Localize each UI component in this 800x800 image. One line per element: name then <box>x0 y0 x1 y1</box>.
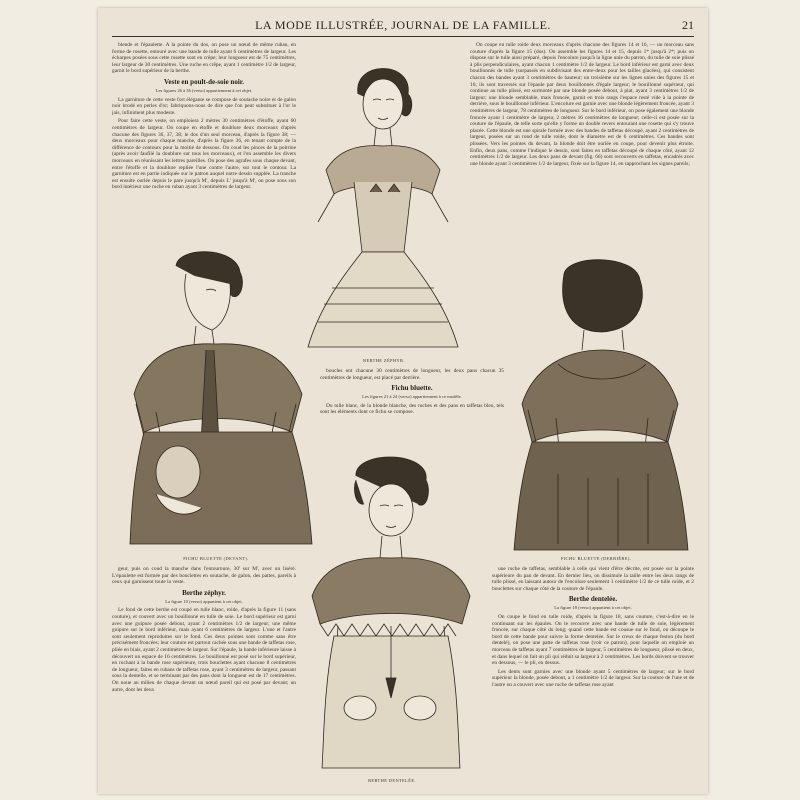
section-subheading: La figure 18 (verso) appartient à cet objet. <box>554 605 632 611</box>
plate-caption-bottom: BERTHE DENTELÉE. <box>368 778 416 783</box>
paragraph: Le fond de cette berthe est coupé en tulle blanc, roide, d'après la figure 11 (sans couture), et couvert avec un bouillonné en tulle de soie. Le bord supérieur est garni avec une guipure posée debout, ayant 2 centimètres 1/2 de largeur; une même guipure sur le bord inférieur, mais ayant 6 centimètres de largeur. L'une et l'autre sont seulement reproduites sur le fond. Ces deux pointes sont comme sans être précisément froncées; leur couture est partout cachée sous une bande de taffetas rose, pliée en biais, ayant 2 centimètres de largeur. Sur l'épaule, la bande inférieure laisse à découvert un espace de 16 centimètres. Le bouillonné est posé sur le bord supérieur, en ruchant à la bande rose supérieure, trois bouclettes ayant chacune 8 centimètres de longueur, faites en rubans de taffetas rose, ayant 3 centimètres de largeur, passant sous la dentelle, et se terminant par des pans dont la longueur est de 17 centimètres. On noue au milieu de chaque devant un nœud pareil qui est posé par devant; un autre, dont les deux <box>112 607 296 693</box>
plate-caption-left: FICHU BLUETTE (DEVANT). <box>183 556 249 561</box>
paragraph: Les dents sont garnies avec une blonde ayant 5 centimètres de largeur; sur le bord supérieur la blonde, posée debout, a 1 centimètre 1/2 de largeur. Sur la couture de l'une et de l'autre on a couvert avec une ruche de taffetas rose ayant <box>492 668 694 688</box>
paragraph: On coupe en tulle roide deux morceaux d'après chacune des figures 14 et 16, — un morceau sans couture d'après la figure 15 (dos). On assemble les figures 14 et 15, depuis 1* jusqu'à 2*; puis on dispose sur le tulle ainsi préparé, depuis l'encolure jusqu'à la ligne unie du patron, du tulle de soie plissé à plis perpendiculaires, ayant chacun 1 centimètre 1/2 de largeur. Le bord inférieur est garni avec deux bouillonnés de tulle (surpassés en subdivisant des entre-deux pour les tailles glacées), qui consistent chacun des bandes ayant 3 centimètres de hauteur; un troisième sur les lignes unies des figures 15 et 16; ils sont traversés sur l'épaule par deux bouillonnés d'égale largeur; le bouillonné supérieur, qui continue au tulle plissé, est surmonté par une blonde posée debout, à plat, ayant 3 centimètres 1/2 de largeur; une blonde semblable, mais froncée, garnit en trois rangs l'espace resté vide à la pointe de derrière, sous le bouillonné inférieur. L'encolure est garnie avec une blonde légèrement froncée, ayant 3 centimètres de largeur, 78 centimètres de longueur. Sur le bord inférieur, on pose également une blonde froncée ayant 1 centimètre de largeur, 2 mètres 16 centimètres de longueur; celle-ci est posée sur la couture de l'épaule, de telle sorte qu'elle y forme un double revers entourant une rosette qui s'y trouve placée. Cette blonde est une spirale formée avec des bandes de taffetas découpé, ayant 2 centimètres de largeur, posées sur un rond de tulle roide, dont le diamètre est de 6 centimètres. Ces bandes sont plissées. Vers les pointes du devant, la blonde doit être ourlée en coupe, pour devenir plus étroite. Enfin, deux pans, comme l'indique le dessin, sont faites en taffetas découpé de chaque côté, ayant 12 centimètres 1/2 de largeur. Les deux pans de devant (fig. 66) sont recouverts en taffetas, encadrés avec une blonde ayant 3 centimètres 1/2 de largeur, fixée sur la figure 14, en rapprochant les signes pareils; <box>470 42 694 167</box>
engraving-berthe-zephyr <box>298 42 468 357</box>
plate-caption-right: FICHU BLUETTE (DERRIÈRE). <box>560 556 632 561</box>
paragraph: La garniture de cette veste fort élégante se compose de soutache noire et de galon noir brodé en perles d'or; fabriquons-nous de dire que l'on peut substituer à l'or le jais, infiniment plus modeste. <box>112 96 296 116</box>
paragraph: geur, puis on coud la manche dans l'entournure, 30' sur M', avec un liséré. L'épaulette est formée par des bouclettes en soutache, de galon, des pattes, pareils à ceux qui garnissent toute la veste. <box>112 566 296 586</box>
engraving-fichu-bluette-back <box>498 254 690 554</box>
section-heading-berthe-zephyr: Berthe zéphyr. <box>182 588 226 597</box>
page-number: 21 <box>682 18 694 32</box>
section-subheading: Les figures 21 à 24 (verso) appartiennent à ce modèle. <box>362 394 462 400</box>
engraving-berthe-dentelee <box>294 446 488 776</box>
text-column-middle <box>320 368 504 442</box>
paragraph: Pour faire cette veste, on emploiera 2 mètres 30 centimètres d'étoffe, ayant 60 centimètres de largeur. On coupe en étoffe et doublure deux morceaux d'après chacune des figures 36, 37, 38; le dos d'un seul morceau, d'après la figure 38; — deux morceaux pour chaque manche, d'après la figure 36, en tenant compte de la différence de contours pour la moitié de dessous. On coud les pinces de la poitrine (après avoir faufilé la doublure sur tous les morceaux), et l'on assemble les divers morceaux en réunissant les lettres pareilles. On pose des agrafes sous chaque devant, entre l'étoffe et la doublure repliée l'une contre l'autre, sur tout le contour. La garniture est en partie indiquée sur le patron auquel notre dessin supplée. La tranche est ensuite ourlée depuis le pare jusqu'à M', depuis L' jusqu'à M', on pose sous son bord intérieur une ruche en ruban ayant 3 centimètres de largeur. <box>112 118 296 191</box>
text-column-left-bottom <box>112 566 296 788</box>
paragraph: On coupe le fond en tulle roide, d'après la figure 18, sans couture, c'est-à-dire en le continuant sur les épaules. On le recouvre avec une bande de tulle de soie, légèrement froncée, sur chaque côté du long; quand cette bande est cousue sur le fond, on découpe le bord de cette bande pour suivre la forme dentelée. Sur le creux de chaque feston (du bord dentelé), on pose une patte de taffetas rose (voir ce patron), pour laquelle on emploie un morceau de taffetas ayant 7 centimètres de largeur, 5 centimètres de longueur, plissé en deux, et dans lequel on fait un pli qui réduit sa largeur à 2 centimètres. Les bords doivent se trouver en dessous, — le pli, en dessus. <box>492 613 694 667</box>
paragraph: une ruche de taffetas, semblable à celle qui vient d'être décrite, est posée sur la pointe supérieure du pan de devant. En dernier lieu, on dissimule la taille entre les deux rangs de tulle plissé, en laissant autour de l'encolure seulement 1 centimètre 1/2 de ce tulle roide, et 2 bouclettes sur chaque côté de la couture de l'épaule. <box>492 566 694 592</box>
engraving-fichu-bluette-front <box>116 244 316 554</box>
text-column-right-top <box>470 42 694 254</box>
text-column-left-top <box>112 42 296 242</box>
text-column-right-bottom <box>492 566 694 788</box>
section-heading-fichu: Fichu bluette. <box>391 384 433 393</box>
journal-page <box>98 8 708 794</box>
paragraph: Du tulle blanc, de la blonde blanche, des ruches et des pans en taffetas bleu, tels sont les éléments dont ce fichu se compose. <box>320 402 504 416</box>
paragraph: boucles ont chacune 30 centimètres de longueur, les deux pans chacun 35 centimètres de longueur, est placé par derrière. <box>320 368 504 381</box>
header-rule <box>112 36 694 37</box>
section-heading-veste: Veste en poult-de-soie noir. <box>164 77 244 86</box>
section-subheading: Les figures 26 à 36 (verso) appartiennent à cet objet. <box>155 87 253 93</box>
section-subheading: La figure 10 (verso) appartient à cet objet. <box>165 598 243 604</box>
section-heading-berthe-dentelee: Berthe dentelée. <box>568 595 618 604</box>
plate-caption-top: BERTHE ZÉPHYR. <box>363 358 405 363</box>
paragraph: blende et l'épaulette. A la pointe du dos, on pose un nœud de même ruban, en forme de rosette, entouré avec une bande de tulle ayant 6 centimètres de largeur. Les écharpes posées sous cette rosette sont en crêpe; leur longueur est de 75 centimètres, leur largeur de 30 centimètres. Une ruche en crêpe, ayant 1 centimètre 1/2 de largeur, garnit le bord supérieur de la berthe. <box>112 42 296 75</box>
running-title: LA MODE ILLUSTRÉE, JOURNAL DE LA FAMILLE. <box>255 18 551 32</box>
